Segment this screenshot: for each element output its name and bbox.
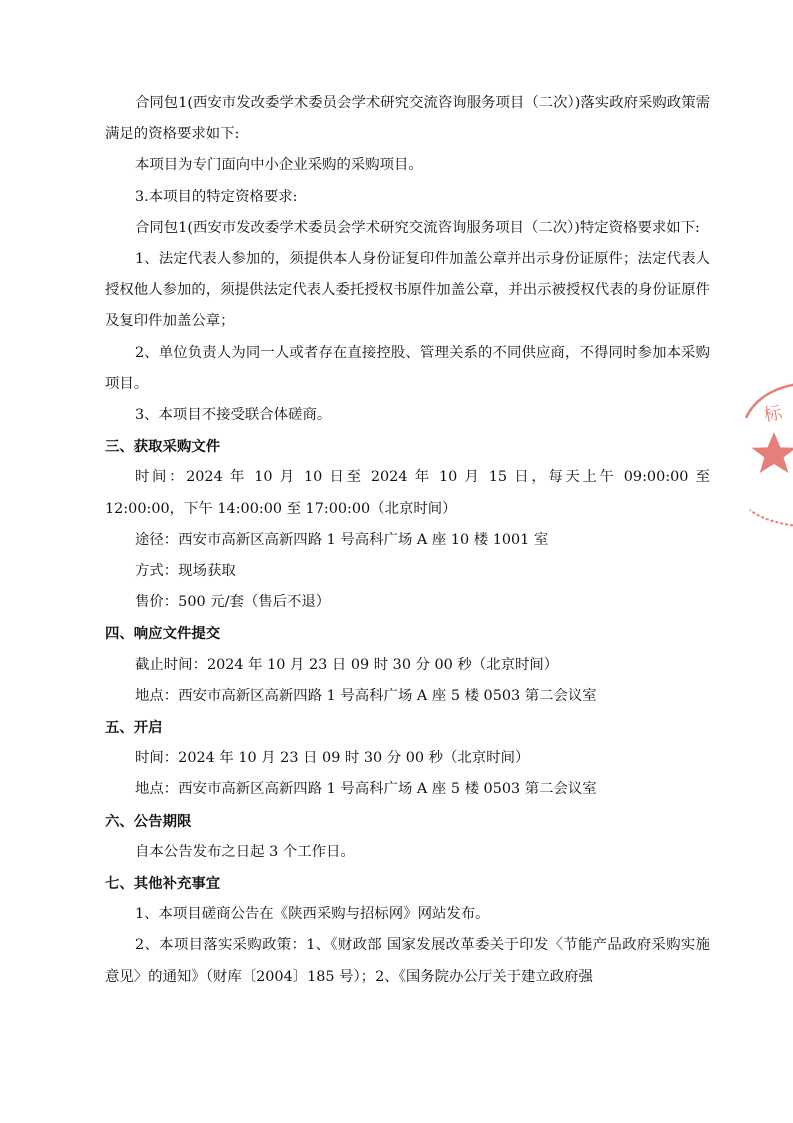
specific-qualification-intro: 合同包1(西安市发改委学术委员会学术研究交流咨询服务项目（二次）)特定资格要求如下: xyxy=(135,219,700,236)
sme-procurement-paragraph: 本项目为专门面向中小企业采购的采购项目。 xyxy=(135,157,423,174)
other-matter-2: 2、本项目落实采购政策：1、《财政部 国家发展改革委关于印发〈节能产品政府采购实施意见〉的通知》（财库〔2004〕185 号）；2、《国务院办公厅关于建立政府强 xyxy=(105,937,710,985)
section-heading-obtain-documents: 三、获取采购文件 xyxy=(105,438,221,456)
submission-place: 地点：西安市高新区高新四路 1 号高科广场 A 座 5 楼 0503 第二会议室 xyxy=(135,687,597,704)
obtain-price: 售价：500 元/套（售后不退） xyxy=(135,594,331,611)
official-seal-stamp xyxy=(738,380,793,530)
obtain-time: 时间：2024 年 10 月 10 日至 2024 年 10 月 15 日，每天上午 09:00:00 至 12:00:00，下午 14:00:00 至 17:00:00（北京时间） xyxy=(105,469,710,517)
opening-time: 时间：2024 年 10 月 23 日 09 时 30 分 00 秒（北京时间） xyxy=(135,750,530,767)
seal-star-icon xyxy=(752,432,793,473)
obtain-method: 方式：现场获取 xyxy=(135,563,236,580)
section-heading-notice-period: 六、公告期限 xyxy=(105,812,192,830)
opening-place: 地点：西安市高新区高新四路 1 号高科广场 A 座 5 楼 0503 第二会议室 xyxy=(135,781,597,798)
document-body xyxy=(105,88,710,993)
notice-period-text: 自本公告发布之日起 3 个工作日。 xyxy=(135,843,355,860)
specific-qualification-heading: 3.本项目的特定资格要求: xyxy=(135,188,298,205)
section-heading-submission: 四、响应文件提交 xyxy=(105,625,221,643)
requirement-item-3: 3、本项目不接受联合体磋商。 xyxy=(135,407,332,424)
requirement-item-1: 1、法定代表人参加的，须提供本人身份证复印件加盖公章并出示身份证原件；法定代表人授权他人参加的，须提供法定代表人委托授权书原件加盖公章，并出示被授权代表的身份证原件及复印件加盖公章； xyxy=(105,251,710,330)
seal-text: 标 xyxy=(762,402,784,427)
other-matter-1: 1、本项目磋商公告在《陕西采购与招标网》网站发布。 xyxy=(135,906,490,923)
section-heading-opening: 五、开启 xyxy=(105,719,163,737)
obtain-route: 途径：西安市高新区高新四路 1 号高科广场 A 座 10 楼 1001 室 xyxy=(135,531,549,548)
submission-deadline: 截止时间：2024 年 10 月 23 日 09 时 30 分 00 秒（北京时间） xyxy=(135,656,559,673)
qualification-policy-paragraph: 合同包1(西安市发改委学术委员会学术研究交流咨询服务项目（二次）)落实政府采购政策需满足的资格要求如下: xyxy=(105,95,710,143)
requirement-item-2: 2、单位负责人为同一人或者存在直接控股、管理关系的不同供应商，不得同时参加本采购项目。 xyxy=(105,344,710,392)
section-heading-other-matters: 七、其他补充事宜 xyxy=(105,875,221,893)
